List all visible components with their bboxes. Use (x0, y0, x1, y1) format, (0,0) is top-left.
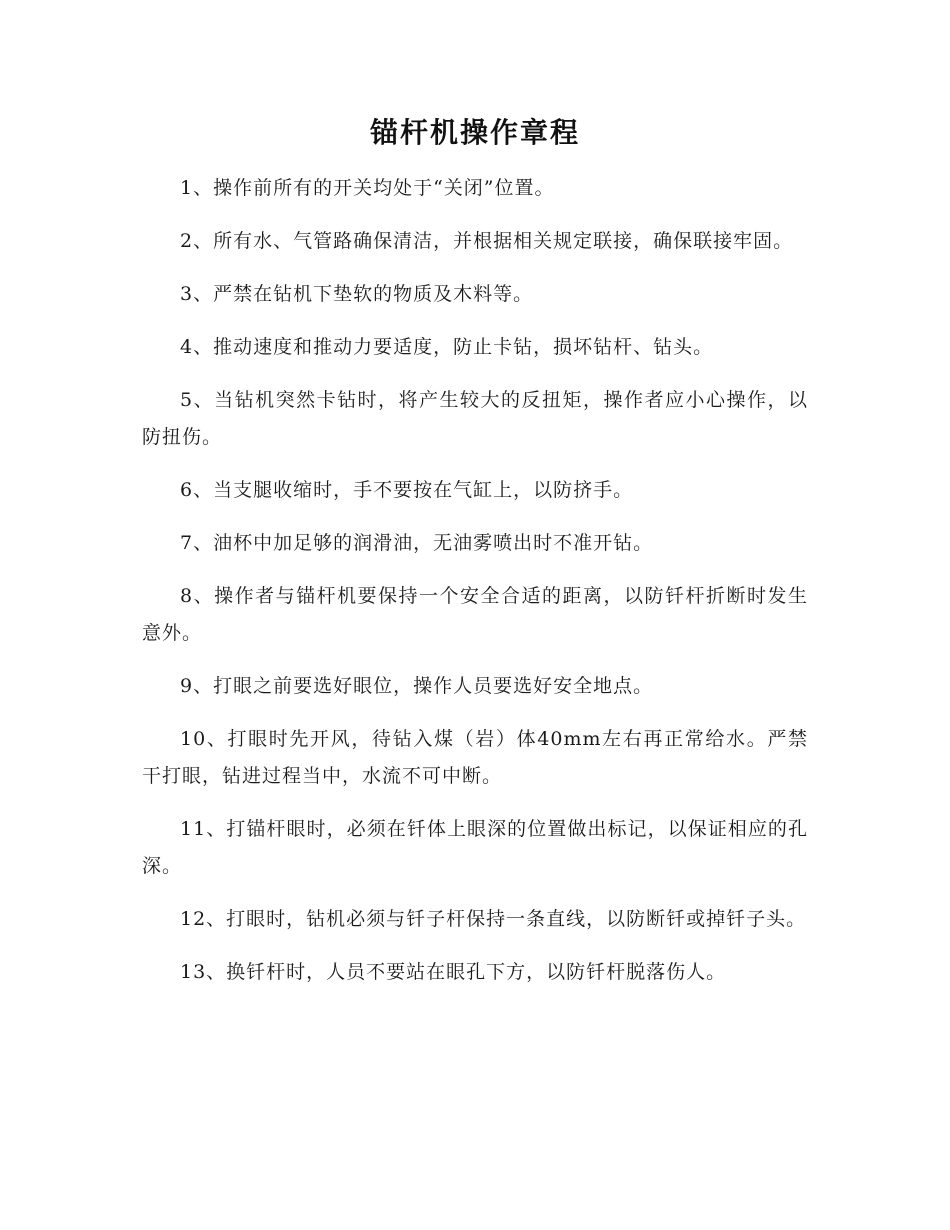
rule-item-3: 3、严禁在钻机下垫软的物质及木料等。 (180, 283, 534, 305)
rule-item-2: 2、所有水、气管路确保清洁，并根据相关规定联接，确保联接牢固。 (180, 230, 794, 252)
rule-item-9: 9、打眼之前要选好眼位，操作人员要选好安全地点。 (180, 675, 654, 697)
document-title: 锚杆机操作章程 (369, 116, 580, 149)
rule-item-7: 7、油杯中加足够的润滑油，无油雾喷出时不准开钻。 (180, 532, 654, 554)
rule-item-13: 13、换钎杆时，人员不要站在眼孔下方，以防钎杆脱落伤人。 (180, 961, 727, 983)
rule-item-4: 4、推动速度和推动力要适度，防止卡钻，损坏钻杆、钻头。 (180, 336, 714, 358)
rule-item-6: 6、当支腿收缩时，手不要按在气缸上，以防挤手。 (180, 479, 634, 501)
rule-item-1: 1、操作前所有的开关均处于“关闭”位置。 (180, 177, 555, 199)
rule-item-8: 8、操作者与锚杆机要保持一个安全合适的距离，以防钎杆折断时发生意外。 (142, 585, 808, 644)
rule-item-10: 10、打眼时先开风，待钻入煤（岩）体40mm左右再正常给水。严禁干打眼，钻进过程当中，水流不可中断。 (142, 728, 808, 787)
rule-item-12: 12、打眼时，钻机必须与钎子杆保持一条直线，以防断钎或掉钎子头。 (180, 908, 807, 930)
rule-list (142, 170, 808, 991)
rule-item-5: 5、当钻机突然卡钻时，将产生较大的反扭矩，操作者应小心操作，以防扭伤。 (142, 389, 808, 448)
rule-item-11: 11、打锚杆眼时，必须在钎体上眼深的位置做出标记，以保证相应的孔深。 (142, 818, 808, 877)
